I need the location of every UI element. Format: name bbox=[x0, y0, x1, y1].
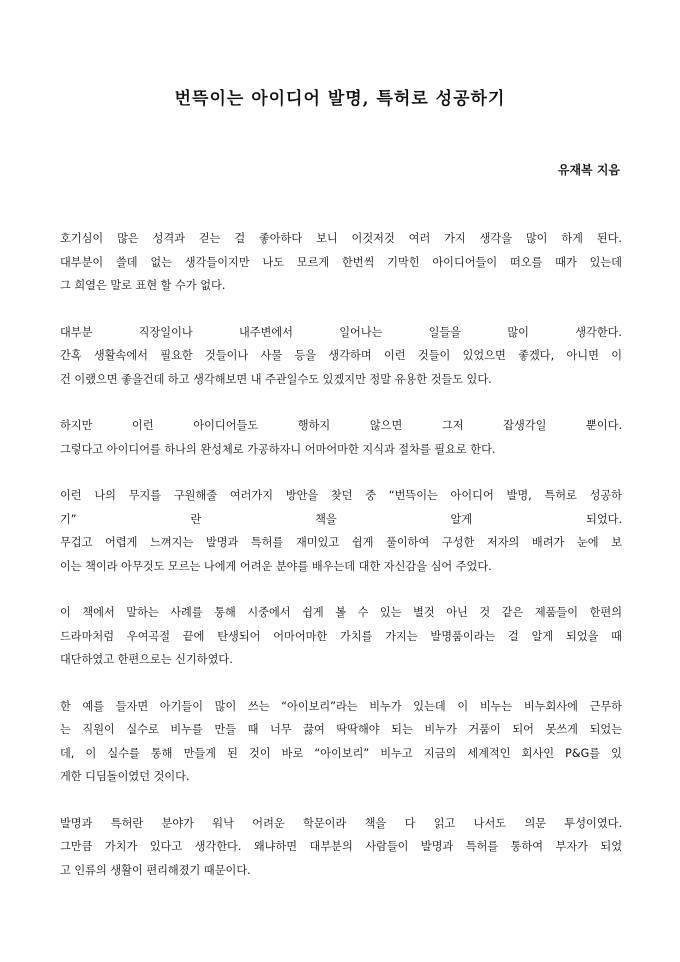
paragraph bbox=[60, 321, 622, 392]
paragraph bbox=[60, 695, 622, 789]
text-line: 드라마처럼 우여곡절 끝에 탄생되어 어마어마한 가치를 가지는 발명품이라는 걸 알게 되었을 때 bbox=[60, 629, 622, 643]
paragraph bbox=[60, 484, 622, 578]
text-line: 데, 이 실수를 통해 만들게 된 것이 바로 “아이보리” 비누고 지금의 세계적인 회사인 P&G를 있 bbox=[60, 746, 622, 760]
text-line: 고 인류의 생활이 편리해졌기 때문이다. bbox=[60, 863, 251, 877]
text-line: 이런 나의 무지를 구원해줄 여러가지 방안을 찾던 중 “번뜩이는 아이디어 발명, 특허로 성공하 bbox=[60, 489, 622, 502]
paragraph bbox=[60, 812, 622, 883]
text-line: 는 직원이 실수로 비누를 만들 때 너무 끓여 딱딱해야 되는 비누가 거품이 되어 못쓰게 되었는 bbox=[60, 723, 622, 736]
text-line: 간혹 생활속에서 필요한 것들이나 사물 등을 생각하며 이런 것들이 있었으면 좋겠다, 아니면 이 bbox=[60, 349, 622, 362]
text-line: 게한 디딤돌이였던 것이다. bbox=[60, 770, 190, 783]
text-line: 이 책에서 말하는 사례를 통해 시중에서 쉽게 볼 수 있는 별것 아닌 것 같은 제품들이 한편의 bbox=[60, 606, 622, 619]
text-line: 그만큼 가치가 있다고 생각한다. 왜냐하면 대부분의 사람들이 발명과 특허를 통하여 부자가 되었 bbox=[60, 840, 622, 853]
document-body bbox=[60, 227, 622, 905]
text-line: 무겁고 어렵게 느껴지는 발명과 특허를 재미있고 쉽게 풀이하여 구성한 저자의 배려가 눈에 보 bbox=[60, 536, 622, 549]
document-title: 번뜩이는 아이디어 발명, 특허로 성공하기 bbox=[174, 89, 506, 109]
text-line: 그렇다고 아이디어를 하나의 완성체로 가공하자니 어마어마한 지식과 절차를 필요로 한다. bbox=[60, 442, 496, 456]
author-line: 유재복 지음 bbox=[557, 163, 620, 177]
text-line: 대부분이 쓸데 없는 생각들이지만 나도 모르게 한번씩 기막힌 아이디어들이 떠오를 때가 있는데 bbox=[60, 255, 622, 269]
paragraph bbox=[60, 414, 622, 461]
text-line: 발명과 특허란 분야가 워낙 어려운 학문이라 책을 다 읽고 나서도 의문 투성이였다. bbox=[60, 816, 622, 830]
text-line: 건 이랬으면 좋을건데 하고 생각해보면 내 주관일수도 있겠지만 정말 유용한 것들도 있다. bbox=[60, 372, 492, 386]
text-line: 대단하였고 한편으로는 신기하였다. bbox=[60, 653, 233, 666]
text-line: 이는 책이라 아무것도 모르는 나에게 어려운 분야를 배우는데 대한 자신감을 심어 주었다. bbox=[60, 559, 492, 573]
text-line: 호기심이 많은 성격과 걷는 걸 좋아하다 보니 이것저것 여러 가지 생각을 많이 하게 된다. bbox=[60, 232, 622, 245]
text-line: 하지만 이런 아이디어들도 행하지 않으면 그저 잡생각일 뿐이다. bbox=[60, 419, 622, 432]
text-line: 그 희열은 말로 표현 할 수가 없다. bbox=[60, 279, 226, 292]
text-line: 한 예를 들자면 아기들이 많이 쓰는 “아이보리”라는 비누가 있는데 이 비누는 비누회사에 근무하 bbox=[60, 699, 622, 713]
text-line: 대부분 직장일이나 내주변에서 일어나는 일들을 많이 생각한다. bbox=[60, 325, 622, 339]
paragraph bbox=[60, 601, 622, 672]
text-line: 기” 란 책을 알게 되었다. bbox=[60, 512, 622, 526]
paragraph bbox=[60, 227, 622, 298]
